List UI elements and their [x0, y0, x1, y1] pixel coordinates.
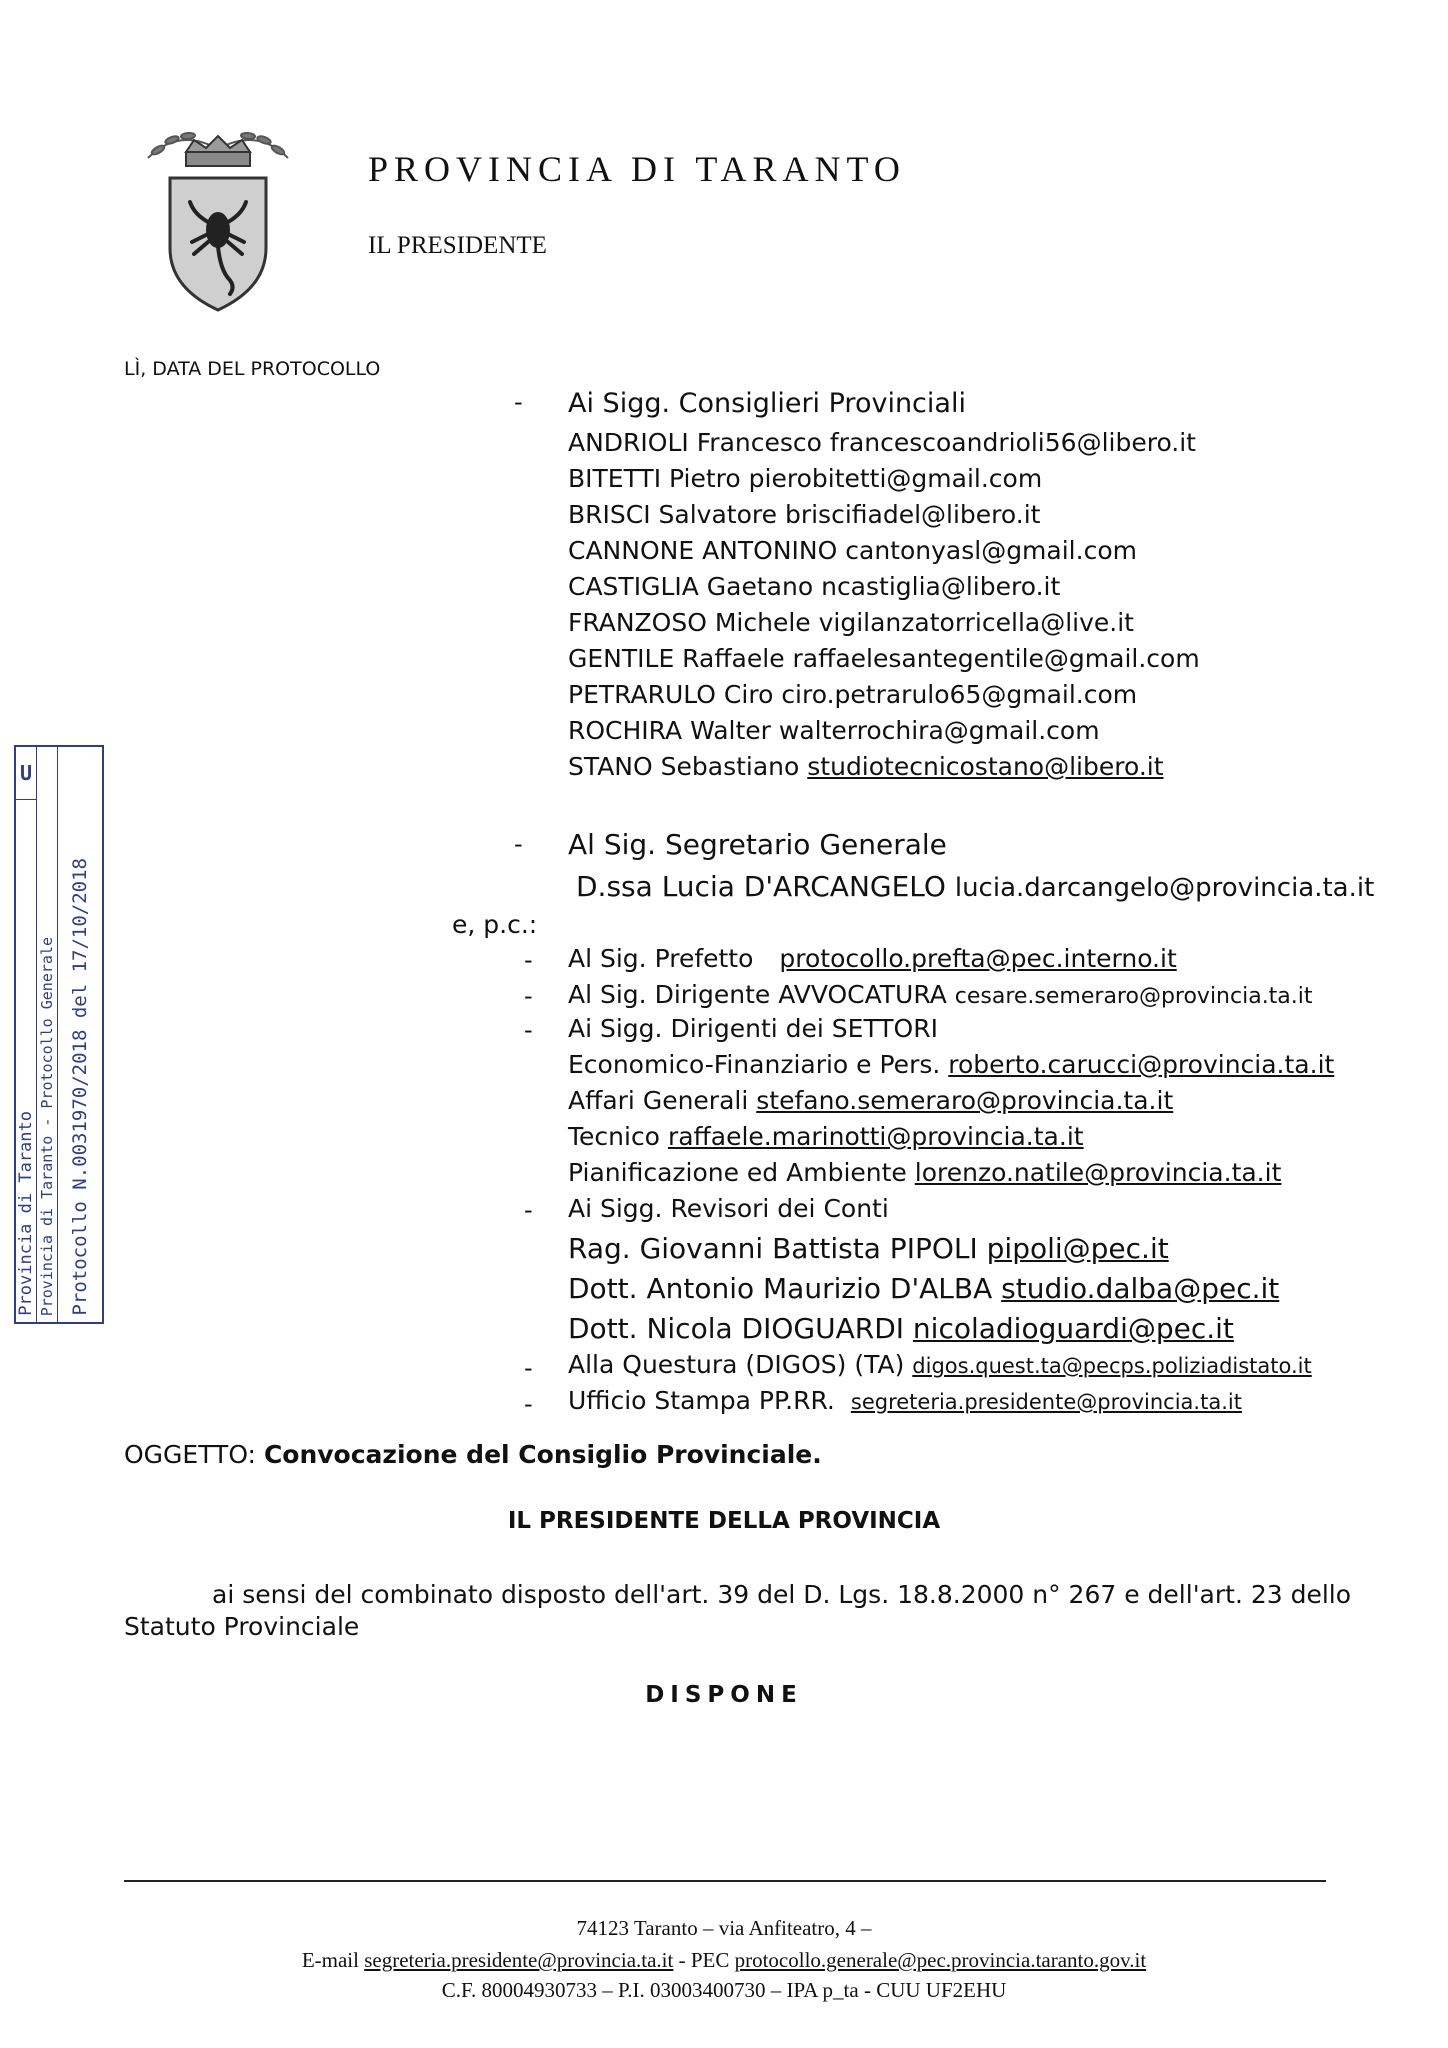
list-dash: -: [514, 830, 523, 858]
councillors-label: Ai Sigg. Consiglieri Provinciali: [568, 388, 966, 419]
stamp-marker: U: [16, 747, 36, 800]
organization-title: PROVINCIA DI TARANTO: [368, 149, 906, 189]
recipient-label: Al Sig. Prefetto: [568, 944, 754, 973]
list-item: [568, 644, 1200, 673]
recipient-label: Al Sig. Dirigente AVVOCATURA: [568, 980, 947, 1009]
list-item: [568, 1272, 1279, 1305]
stamp-line-1: Provincia di Taranto: [16, 1111, 36, 1316]
body-paragraph-line-1: ai sensi del combinato disposto dell'art. 39 del D. Lgs. 18.8.2000 n° 267 e dell'art. 23 dello: [212, 1580, 1352, 1609]
list-item: [568, 1232, 1169, 1265]
body-paragraph-line-2: Statuto Provinciale: [124, 1612, 360, 1641]
list-dash: -: [524, 1196, 533, 1224]
list-dash: -: [524, 946, 533, 974]
subject-line: [124, 1440, 822, 1469]
list-dash: -: [514, 388, 523, 416]
list-item: [568, 572, 1060, 601]
recipient-email[interactable]: francescoandrioli56@libero.it: [829, 428, 1196, 457]
recipient-label: Ufficio Stampa PP.RR.: [568, 1386, 835, 1415]
recipient-label: Alla Questura (DIGOS) (TA): [568, 1350, 905, 1379]
footer-pec-label: - PEC: [678, 1948, 730, 1972]
recipient-email[interactable]: roberto.carucci@provincia.ta.it: [948, 1050, 1335, 1079]
list-item: [568, 428, 1196, 457]
recipient-name: Pianificazione ed Ambiente: [568, 1158, 907, 1187]
recipient-name: ROCHIRA Walter: [568, 716, 771, 745]
recipient-email[interactable]: segreteria.presidente@provincia.ta.it: [850, 1390, 1242, 1414]
recipient-email[interactable]: nicoladioguardi@pec.it: [912, 1312, 1234, 1345]
cc-label: e, p.c.:: [452, 910, 538, 939]
list-item: [568, 1386, 1242, 1415]
province-crest-icon: [128, 118, 308, 318]
list-item: [568, 1158, 1281, 1187]
recipient-email[interactable]: studio.dalba@pec.it: [1001, 1272, 1280, 1305]
list-dash: -: [524, 982, 533, 1010]
recipient-email[interactable]: raffaelesantegentile@gmail.com: [792, 644, 1200, 673]
footer-address: 74123 Taranto – via Anfiteatro, 4 –: [576, 1916, 872, 1940]
list-item: [568, 680, 1137, 709]
recipient-email[interactable]: pipoli@pec.it: [986, 1232, 1169, 1265]
recipient-email[interactable]: stefano.semeraro@provincia.ta.it: [756, 1086, 1174, 1115]
list-dash: -: [524, 1354, 533, 1382]
recipient-email[interactable]: protocollo.prefta@pec.interno.it: [779, 944, 1177, 973]
dirigenti-label: Ai Sigg. Dirigenti dei SETTORI: [568, 1014, 938, 1043]
recipient-email[interactable]: cesare.semeraro@provincia.ta.it: [954, 984, 1313, 1009]
list-item: [568, 716, 1100, 745]
recipient-email[interactable]: briscifiadel@libero.it: [784, 500, 1041, 529]
list-item: [568, 752, 1164, 781]
recipient-email[interactable]: ncastiglia@libero.it: [821, 572, 1061, 601]
recipient-email[interactable]: digos.quest.ta@pecps.poliziadistato.it: [912, 1354, 1312, 1378]
list-item: [568, 1312, 1234, 1345]
recipient-name: ANDRIOLI Francesco: [568, 428, 822, 457]
organization-subtitle: IL PRESIDENTE: [368, 232, 547, 259]
list-item: [568, 944, 1177, 973]
subject-text: Convocazione del Consiglio Provinciale.: [263, 1440, 822, 1469]
dispone-heading: DISPONE: [645, 1682, 803, 1708]
stamp-column-2: [37, 747, 58, 1322]
secretary-label: Al Sig. Segretario Generale: [568, 828, 947, 861]
list-item: [568, 1086, 1173, 1115]
recipient-email[interactable]: ciro.petrarulo65@gmail.com: [781, 680, 1138, 709]
footer-fiscal: C.F. 80004930733 – P.I. 03003400730 – IPA p_ta - CUU UF2EHU: [441, 1978, 1007, 2002]
recipient-name: Affari Generali: [568, 1086, 749, 1115]
subject-label: OGGETTO:: [124, 1440, 256, 1469]
list-item: [576, 870, 1374, 903]
list-item: [568, 464, 1042, 493]
recipient-email[interactable]: lucia.darcangelo@provincia.ta.it: [954, 873, 1375, 903]
list-item: [568, 500, 1040, 529]
recipient-email[interactable]: pierobitetti@gmail.com: [748, 464, 1043, 493]
list-item: [568, 1350, 1312, 1379]
list-item: [568, 536, 1137, 565]
place-date: LÌ, DATA DEL PROTOCOLLO: [124, 358, 381, 380]
recipient-email[interactable]: walterrochira@gmail.com: [778, 716, 1100, 745]
list-dash: -: [524, 1390, 533, 1418]
recipient-name: Economico-Finanziario e Pers.: [568, 1050, 941, 1079]
stamp-column-3: [58, 747, 102, 1322]
recipient-email[interactable]: vigilanzatorricella@live.it: [818, 608, 1134, 637]
recipient-email[interactable]: studiotecnicostano@libero.it: [807, 752, 1164, 781]
footer-email-link[interactable]: segreteria.presidente@provincia.ta.it: [364, 1948, 674, 1972]
recipient-name: D.ssa Lucia D'ARCANGELO: [576, 870, 946, 903]
recipient-name: PETRARULO Ciro: [568, 680, 774, 709]
recipient-email[interactable]: lorenzo.natile@provincia.ta.it: [914, 1158, 1282, 1187]
revisori-label: Ai Sigg. Revisori dei Conti: [568, 1194, 889, 1223]
protocol-stamp: [14, 745, 104, 1324]
stamp-line-2: Provincia di Taranto - Protocollo Generale: [38, 936, 56, 1316]
footer-contacts: [0, 1948, 1448, 1973]
recipient-name: FRANZOSO Michele: [568, 608, 811, 637]
recipient-name: Rag. Giovanni Battista PIPOLI: [568, 1232, 978, 1265]
recipient-email[interactable]: cantonyasl@gmail.com: [845, 536, 1137, 565]
footer-email-label: E-mail: [301, 1948, 359, 1972]
footer-pec-link[interactable]: protocollo.generale@pec.provincia.taranto.gov.it: [734, 1948, 1147, 1972]
recipient-name: STANO Sebastiano: [568, 752, 800, 781]
recipient-email[interactable]: raffaele.marinotti@provincia.ta.it: [667, 1122, 1084, 1151]
recipient-name: CASTIGLIA Gaetano: [568, 572, 814, 601]
recipient-name: BITETTI Pietro: [568, 464, 741, 493]
list-item: [568, 608, 1134, 637]
recipient-name: Tecnico: [568, 1122, 660, 1151]
president-heading: IL PRESIDENTE DELLA PROVINCIA: [507, 1508, 941, 1534]
recipient-name: Dott. Nicola DIOGUARDI: [568, 1312, 905, 1345]
footer-divider: [124, 1880, 1326, 1882]
recipient-name: CANNONE ANTONINO: [568, 536, 838, 565]
list-item: [568, 1122, 1084, 1151]
stamp-line-3: Protocollo N.0031970/2018 del 17/10/2018: [69, 858, 91, 1316]
list-dash: -: [524, 1016, 533, 1044]
list-item: [568, 980, 1313, 1009]
stamp-column-1: [16, 747, 37, 1322]
list-item: [568, 1050, 1334, 1079]
recipient-name: GENTILE Raffaele: [568, 644, 785, 673]
recipient-name: Dott. Antonio Maurizio D'ALBA: [568, 1272, 993, 1305]
recipient-name: BRISCI Salvatore: [568, 500, 777, 529]
